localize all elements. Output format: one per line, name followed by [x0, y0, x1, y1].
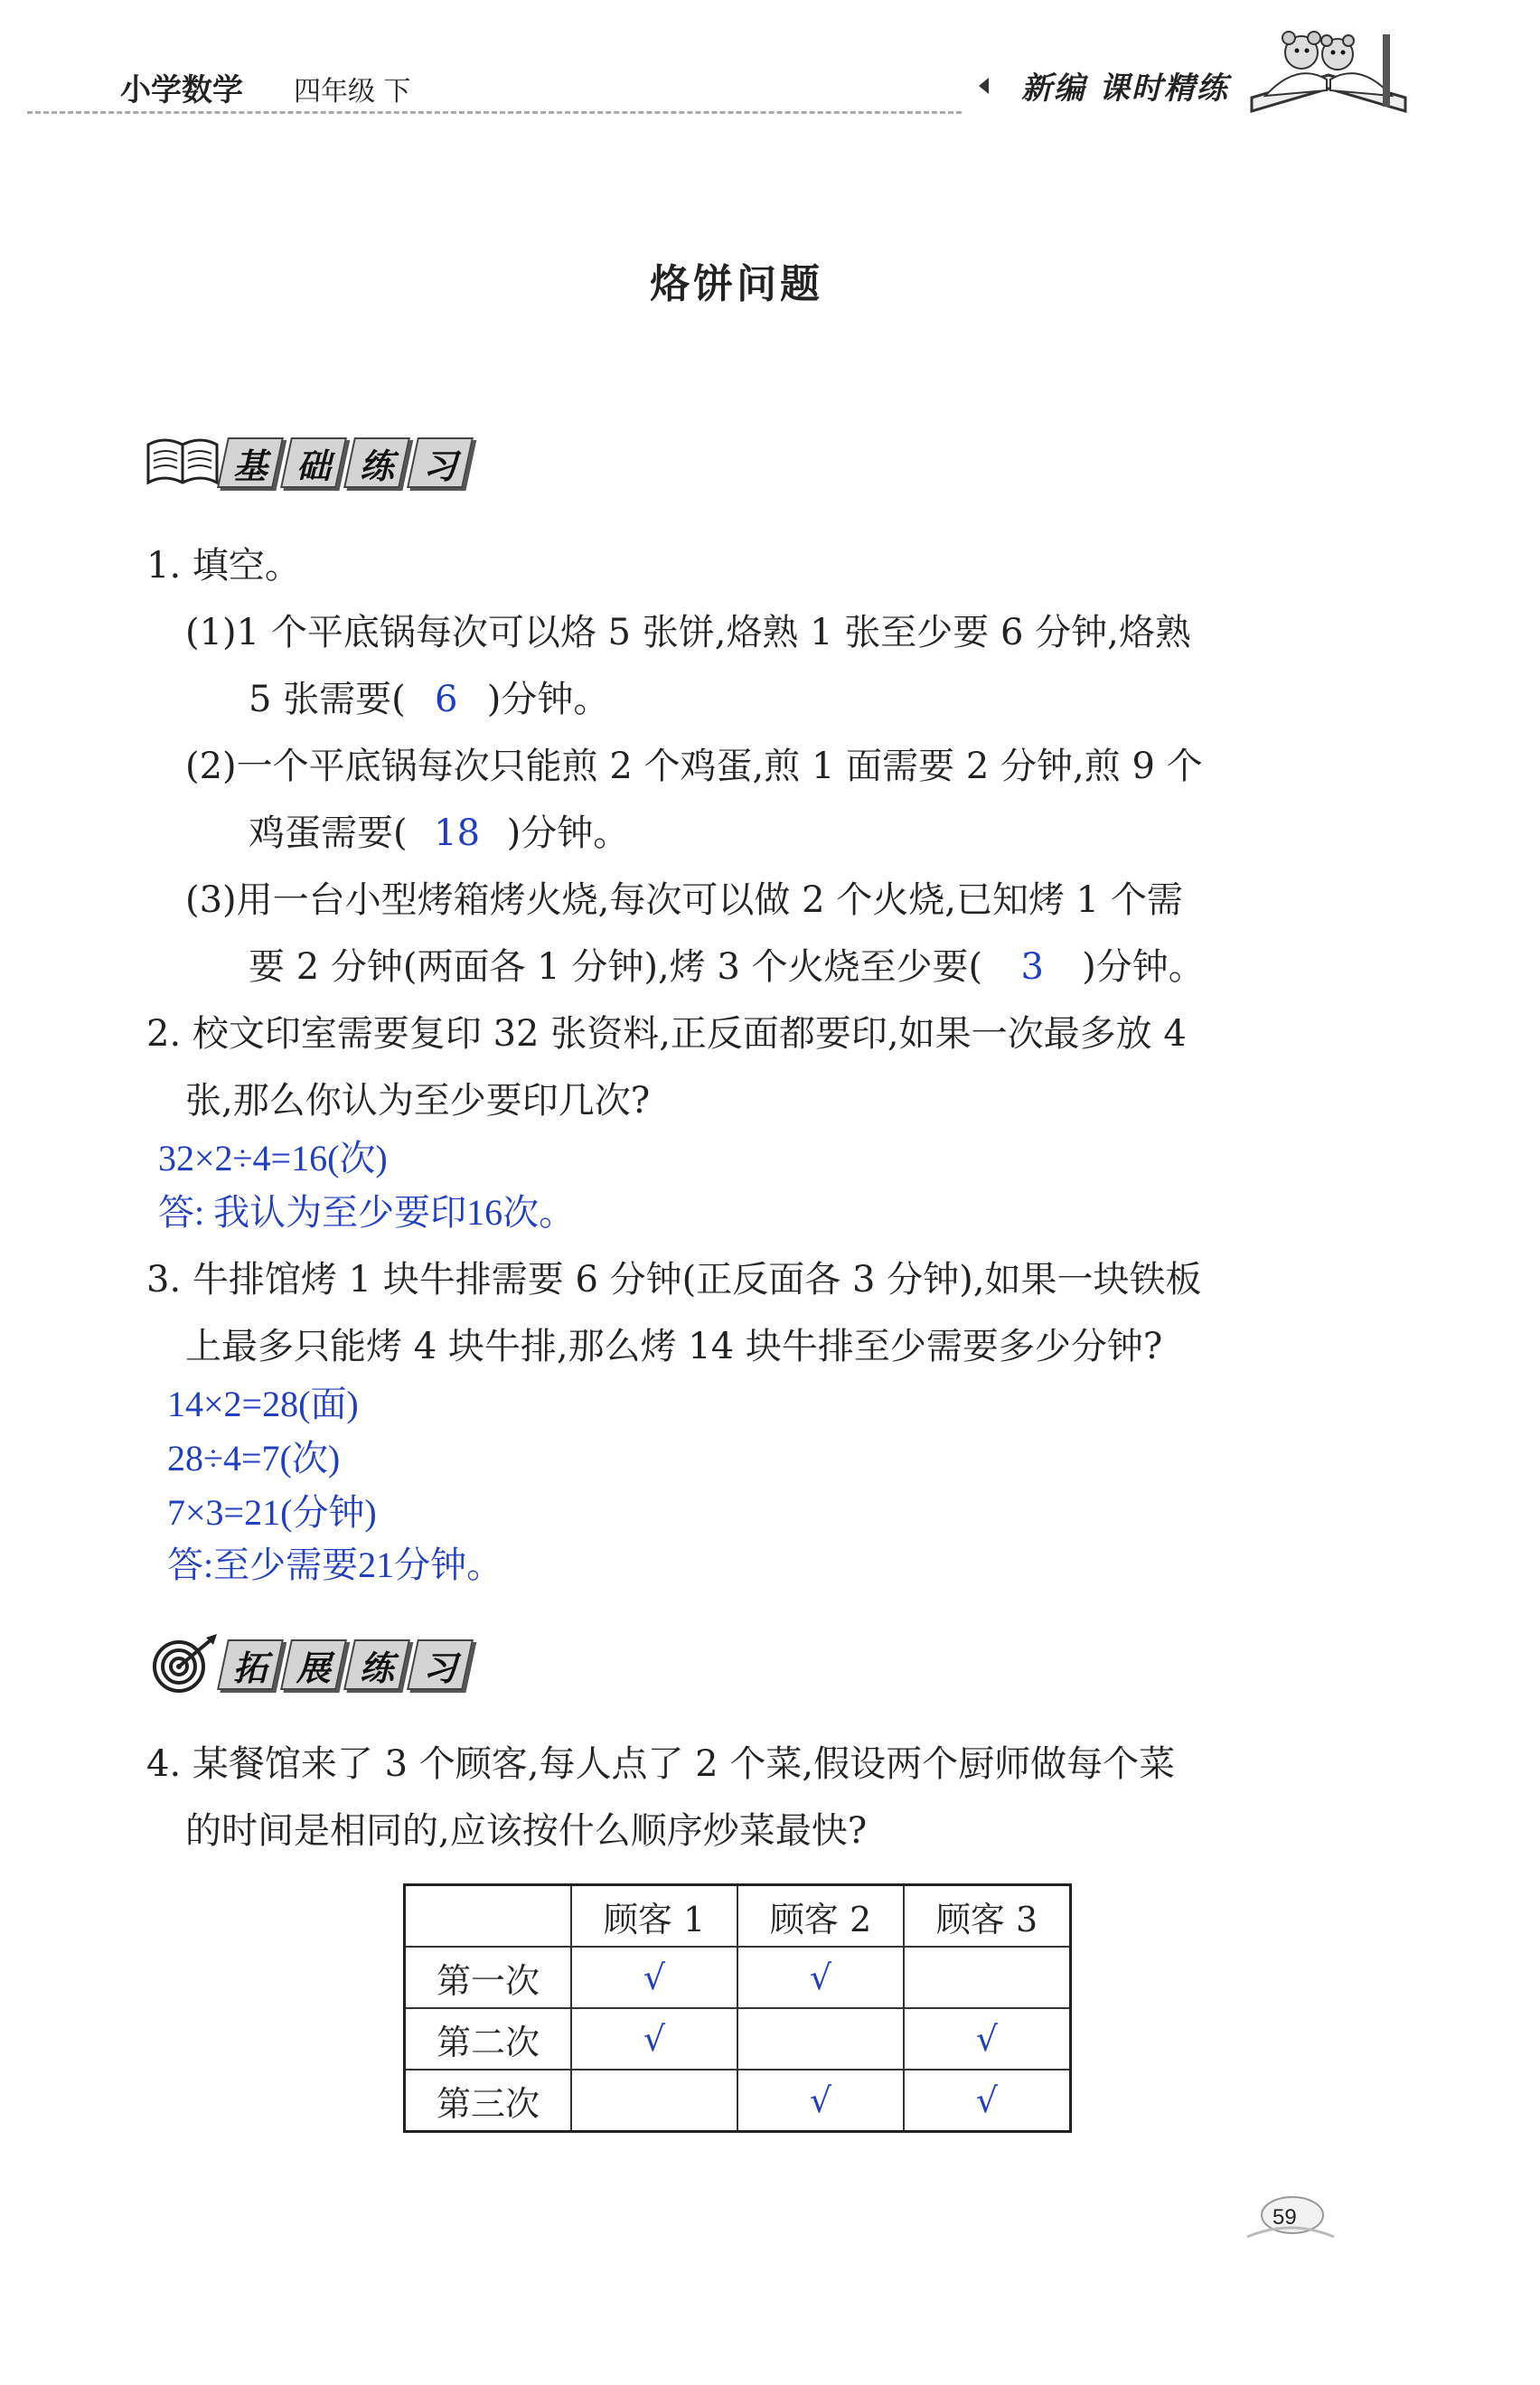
q1-part1-line2: 5 张需要( 6 )分钟。 [249, 679, 610, 720]
banner-char: 练 [343, 437, 410, 488]
banner-char: 基 [217, 437, 284, 488]
page-title: 烙饼问题 [650, 261, 823, 307]
q3-work-line: 28÷4=7(次) [167, 1438, 341, 1479]
banner-char: 练 [343, 1639, 410, 1690]
target-icon [145, 1632, 221, 1695]
q3-line2: 上最多只能烤 4 块牛排,那么烤 14 块牛排至少需要多少分钟? [185, 1326, 1163, 1367]
q2-answer-line: 答: 我认为至少要印16次。 [158, 1192, 576, 1233]
bears-book-icon [1247, 25, 1410, 116]
open-book-icon [145, 430, 221, 493]
q1-part2-line1: (2)一个平底锅每次只能煎 2 个鸡蛋,煎 1 面需要 2 分钟,煎 9 个 [185, 746, 1203, 787]
q4-line2: 的时间是相同的,应该按什么顺序炒菜最快? [185, 1810, 868, 1852]
banner-char: 拓 [217, 1639, 284, 1690]
banner-char: 习 [407, 1639, 474, 1690]
check-cell: √ [571, 2008, 737, 2070]
q1-part3-line1: (3)用一台小型烤箱烤火烧,每次可以做 2 个火烧,已知烤 1 个需 [185, 879, 1183, 921]
arrow-left-icon [979, 78, 989, 94]
q4-line1: 4. 某餐馆来了 3 个顾客,每人点了 2 个菜,假设两个厨师做每个菜 [146, 1743, 1176, 1785]
header-divider [27, 111, 962, 114]
banner-char: 习 [407, 437, 474, 488]
check-cell [904, 1947, 1071, 2008]
q1-part2-answer: 18 [434, 812, 481, 854]
q1-part3-line2: 要 2 分钟(两面各 1 分钟),烤 3 个火烧至少要( 3 )分钟。 [249, 946, 1205, 988]
check-cell: √ [904, 2008, 1071, 2070]
q2-line2: 张,那么你认为至少要印几次? [185, 1080, 651, 1122]
check-cell: √ [737, 2070, 904, 2132]
section-extended-banner [145, 1632, 457, 1695]
row-label: 第一次 [405, 1947, 572, 2008]
table-row [405, 2008, 1071, 2070]
q1-stem: 1. 填空。 [146, 545, 301, 587]
banner-char: 础 [280, 437, 347, 488]
banner-char: 展 [280, 1639, 347, 1690]
check-cell [737, 2008, 904, 2070]
check-cell: √ [737, 1947, 904, 2008]
section-basic-banner [145, 430, 457, 493]
page-number: 59 [1272, 2205, 1297, 2230]
table-header-row [405, 1885, 1071, 1948]
check-cell: √ [571, 1947, 737, 2008]
table-header-cell: 顾客 1 [571, 1885, 737, 1948]
order-table [403, 1883, 1072, 2133]
table-header-cell: 顾客 3 [904, 1885, 1071, 1948]
row-label: 第二次 [405, 2008, 572, 2070]
q2-work-line: 32×2÷4=16(次) [158, 1138, 388, 1178]
q3-answer-line: 答:至少需要21分钟。 [167, 1545, 503, 1585]
q3-line1: 3. 牛排馆烤 1 块牛排需要 6 分钟(正反面各 3 分钟),如果一块铁板 [146, 1259, 1202, 1300]
table-row [405, 1947, 1071, 2008]
table-header-cell: 顾客 2 [737, 1885, 904, 1948]
q3-work-line: 7×3=21(分钟) [167, 1492, 377, 1533]
q1-part2-line2: 鸡蛋需要( 18 )分钟。 [249, 812, 630, 854]
table-row [405, 2070, 1071, 2132]
series-title: 新编 课时精练 [1021, 70, 1229, 107]
row-label: 第三次 [405, 2070, 572, 2132]
q1-part1-answer: 6 [435, 679, 458, 720]
q2-line1: 2. 校文印室需要复印 32 张资料,正反面都要印,如果一次最多放 4 [146, 1013, 1187, 1055]
q3-work-line: 14×2=28(面) [167, 1384, 359, 1424]
q1-part3-answer: 3 [1020, 946, 1044, 988]
book-title: 小学数学 [120, 72, 243, 108]
check-cell: √ [904, 2070, 1071, 2132]
check-cell [571, 2070, 737, 2132]
table-header-cell [405, 1885, 572, 1948]
grade-label: 四年级 下 [294, 76, 411, 108]
q1-part1-line1: (1)1 个平底锅每次可以烙 5 张饼,烙熟 1 张至少要 6 分钟,烙熟 [185, 612, 1191, 653]
